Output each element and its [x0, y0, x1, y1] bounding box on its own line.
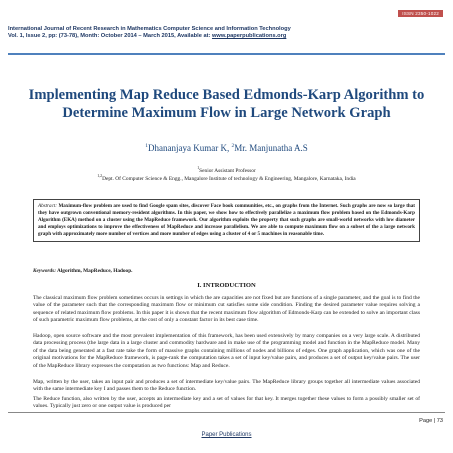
author-line [8, 143, 445, 153]
paragraph: The classical maximum flow problem sometimes occurs in settings in which the are capacities are not fixed but are functions of a single parameter, and the goal is to find the value of the parameter such that the corresponding maximum flow or minimum cut satisfies some side condition. Finding the desired parameter value requires solving a sequence of related maximum flow problems. In this paper it is shown that the recent maximum flow algorithm of Edmonds-Karp can be extended to solve an important class of such parametric maximum flow problems, at the cost of only a constant factor in its best case time. [33, 295, 420, 324]
affiliation-department [8, 173, 445, 183]
paragraph: Hadoop, open source software and the most prevalent implementation of this framework, has been used extensively by many companies on a very large scale. A distributed data processing process (the large data in a large cluster and commodity hardware and in make use of the programming model and function in the MapReduce model. Many of the data being generated at a fast rate take the form of massive graphs containing millions of nodes and billions of edges. One graph application, which was one of the original motivations for the MapReduce framework, is page-rank the computation takes a set of input key/value pairs, and produces a set of output key/value pairs. The user of the MapReduce library expresses the computation as two functions: Map and Reduce. [33, 333, 420, 369]
journal-header [8, 26, 445, 40]
affil2-text: Dept. Of Computer Science & Engg., Mangalore Institute of technology & Engineering, Mangalore, Karnataka, India [102, 175, 356, 182]
abstract-label: Abstract: [38, 203, 57, 209]
footer-publisher-link[interactable]: Paper Publications [201, 432, 252, 438]
journal-url-link[interactable]: www.paperpublications.org [211, 33, 287, 40]
affil1-text: Senior Assistant Professor [199, 167, 256, 174]
keywords-text: Algorithm, MapReduce, Hadoop. [57, 268, 133, 274]
keywords-line [33, 268, 423, 274]
journal-name: International Journal of Recent Research in Mathematics Computer Science and Information Technology [8, 26, 291, 32]
journal-details [8, 33, 445, 40]
affil1-superscript: 1 [197, 166, 200, 170]
keywords-label: Keywords: [33, 268, 56, 274]
author1-superscript: 1 [145, 143, 148, 149]
footer-divider [8, 412, 445, 413]
paragraph: The Reduce function, also written by the user, accepts an intermediate key and a set of values for that key. It merges together these values to form a possibly smaller set of values. Typically just zero or one output value is produced per [33, 396, 420, 410]
journal-details-text: Vol. 1, Issue 2, pp: (73-78), Month: October 2014 – March 2015, Available at: [8, 33, 212, 40]
paragraph: Map, written by the user, takes an input pair and produces a set of intermediate key/value pairs. The MapReduce library groups together all intermediate values associated with the same intermediate key I and passes them to the Reduce function. [33, 379, 420, 393]
issn-badge: ISSN 2350-1022 [398, 10, 443, 17]
author2-name: Mr. Manjunatha A.S [234, 143, 308, 153]
author1-name: Dhananjaya Kumar K, [148, 143, 232, 153]
author2-superscript: 2 [231, 143, 235, 149]
paper-title: Implementing Map Reduce Based Edmonds-Karp Algorithm to Determine Maximum Flow in Large Network Graph [28, 87, 425, 121]
section-heading-introduction: I. INTRODUCTION [197, 282, 256, 289]
affil2-superscript: 1,2 [97, 174, 103, 178]
abstract-box [33, 199, 420, 242]
page-number: Page | 73 [419, 418, 443, 424]
abstract-text: Maximum-flow problem are used to find Google spam sites, discover Face book communities, etc., on graphs from the Internet. Such graphs are now so large that they have outgrown conventional memory-resident algorithms. In this paper, we show how to effectively parallelize a maximum flow problem based on the Edmonds-Karp Algorithm (EKA) method on a cluster using the MapReduce framework. Our algorithm exploits the property that such graphs are small-world networks with low diameter and employs optimizations to improve the effectiveness of MapReduce and increase parallelism. We are able to compute maximum flow on a subset of the a large network graph with approximately more number of vertices and more number of edges using a cluster of 4 or 5 machines in reasonable time. [38, 203, 415, 238]
header-divider [8, 53, 445, 55]
